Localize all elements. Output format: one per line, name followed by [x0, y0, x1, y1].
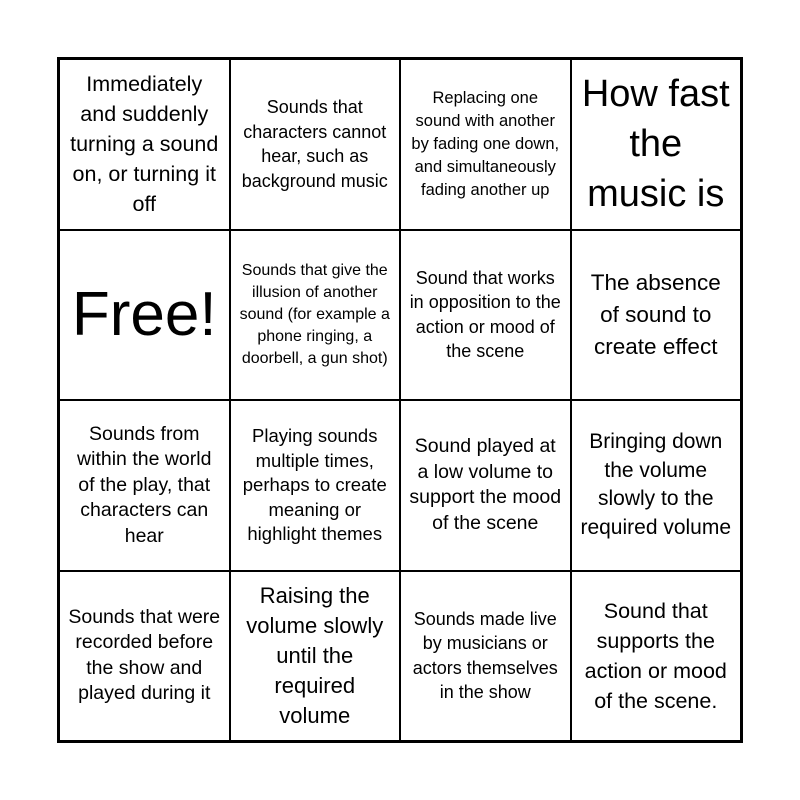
- bingo-cell-10[interactable]: [230, 400, 401, 571]
- bingo-cell-2[interactable]: [230, 59, 401, 230]
- free-space-text: Free!: [71, 279, 217, 349]
- bingo-cell-text: How fast the music is: [581, 73, 730, 216]
- bingo-cell-text: Replacing one sound with another by fading one down, and simultaneously fading another up: [411, 88, 560, 199]
- bingo-cell-text: Sounds that were recorded before the show and played during it: [68, 605, 221, 705]
- bingo-cell-text: Sounds that characters cannot hear, such as background music: [241, 97, 388, 191]
- bingo-cell-text: Raising the volume slowly until the required volume: [246, 582, 384, 728]
- bingo-cell-8[interactable]: [571, 230, 742, 401]
- bingo-cell-text: Playing sounds multiple times, perhaps to create meaning or highlight themes: [242, 425, 387, 544]
- bingo-cell-11[interactable]: [400, 400, 571, 571]
- bingo-cell-text: Sounds from within the world of the play, that characters can hear: [77, 422, 212, 547]
- bingo-cell-4[interactable]: [571, 59, 742, 230]
- bingo-cell-text: Sound that supports the action or mood of the scene.: [584, 598, 727, 713]
- free-space-cell[interactable]: [59, 230, 230, 401]
- bingo-cell-text: Immediately and suddenly turning a sound on, or turning it off: [70, 72, 219, 217]
- bingo-cell-15[interactable]: [400, 571, 571, 742]
- bingo-cell-3[interactable]: [400, 59, 571, 230]
- bingo-cell-12[interactable]: [571, 400, 742, 571]
- bingo-cell-9[interactable]: [59, 400, 230, 571]
- bingo-cell-1[interactable]: [59, 59, 230, 230]
- bingo-cell-text: Sound played at a low volume to support the mood of the scene: [409, 435, 562, 534]
- bingo-board: [57, 57, 743, 743]
- bingo-cell-14[interactable]: [230, 571, 401, 742]
- bingo-cell-text: Sounds made live by musicians or actors themselves in the show: [412, 608, 558, 703]
- bingo-cell-text: Sound that works in opposition to the action or mood of the scene: [409, 267, 561, 362]
- bingo-cell-text: Sounds that give the illusion of another sound (for example a phone ringing, a doorbell, a gun shot): [239, 261, 390, 367]
- bingo-cell-7[interactable]: [400, 230, 571, 401]
- bingo-cell-13[interactable]: [59, 571, 230, 742]
- bingo-cell-16[interactable]: [571, 571, 742, 742]
- bingo-cell-text: Bringing down the volume slowly to the required volume: [580, 430, 732, 539]
- bingo-cell-6[interactable]: [230, 230, 401, 401]
- bingo-cell-text: The absence of sound to create effect: [590, 269, 721, 359]
